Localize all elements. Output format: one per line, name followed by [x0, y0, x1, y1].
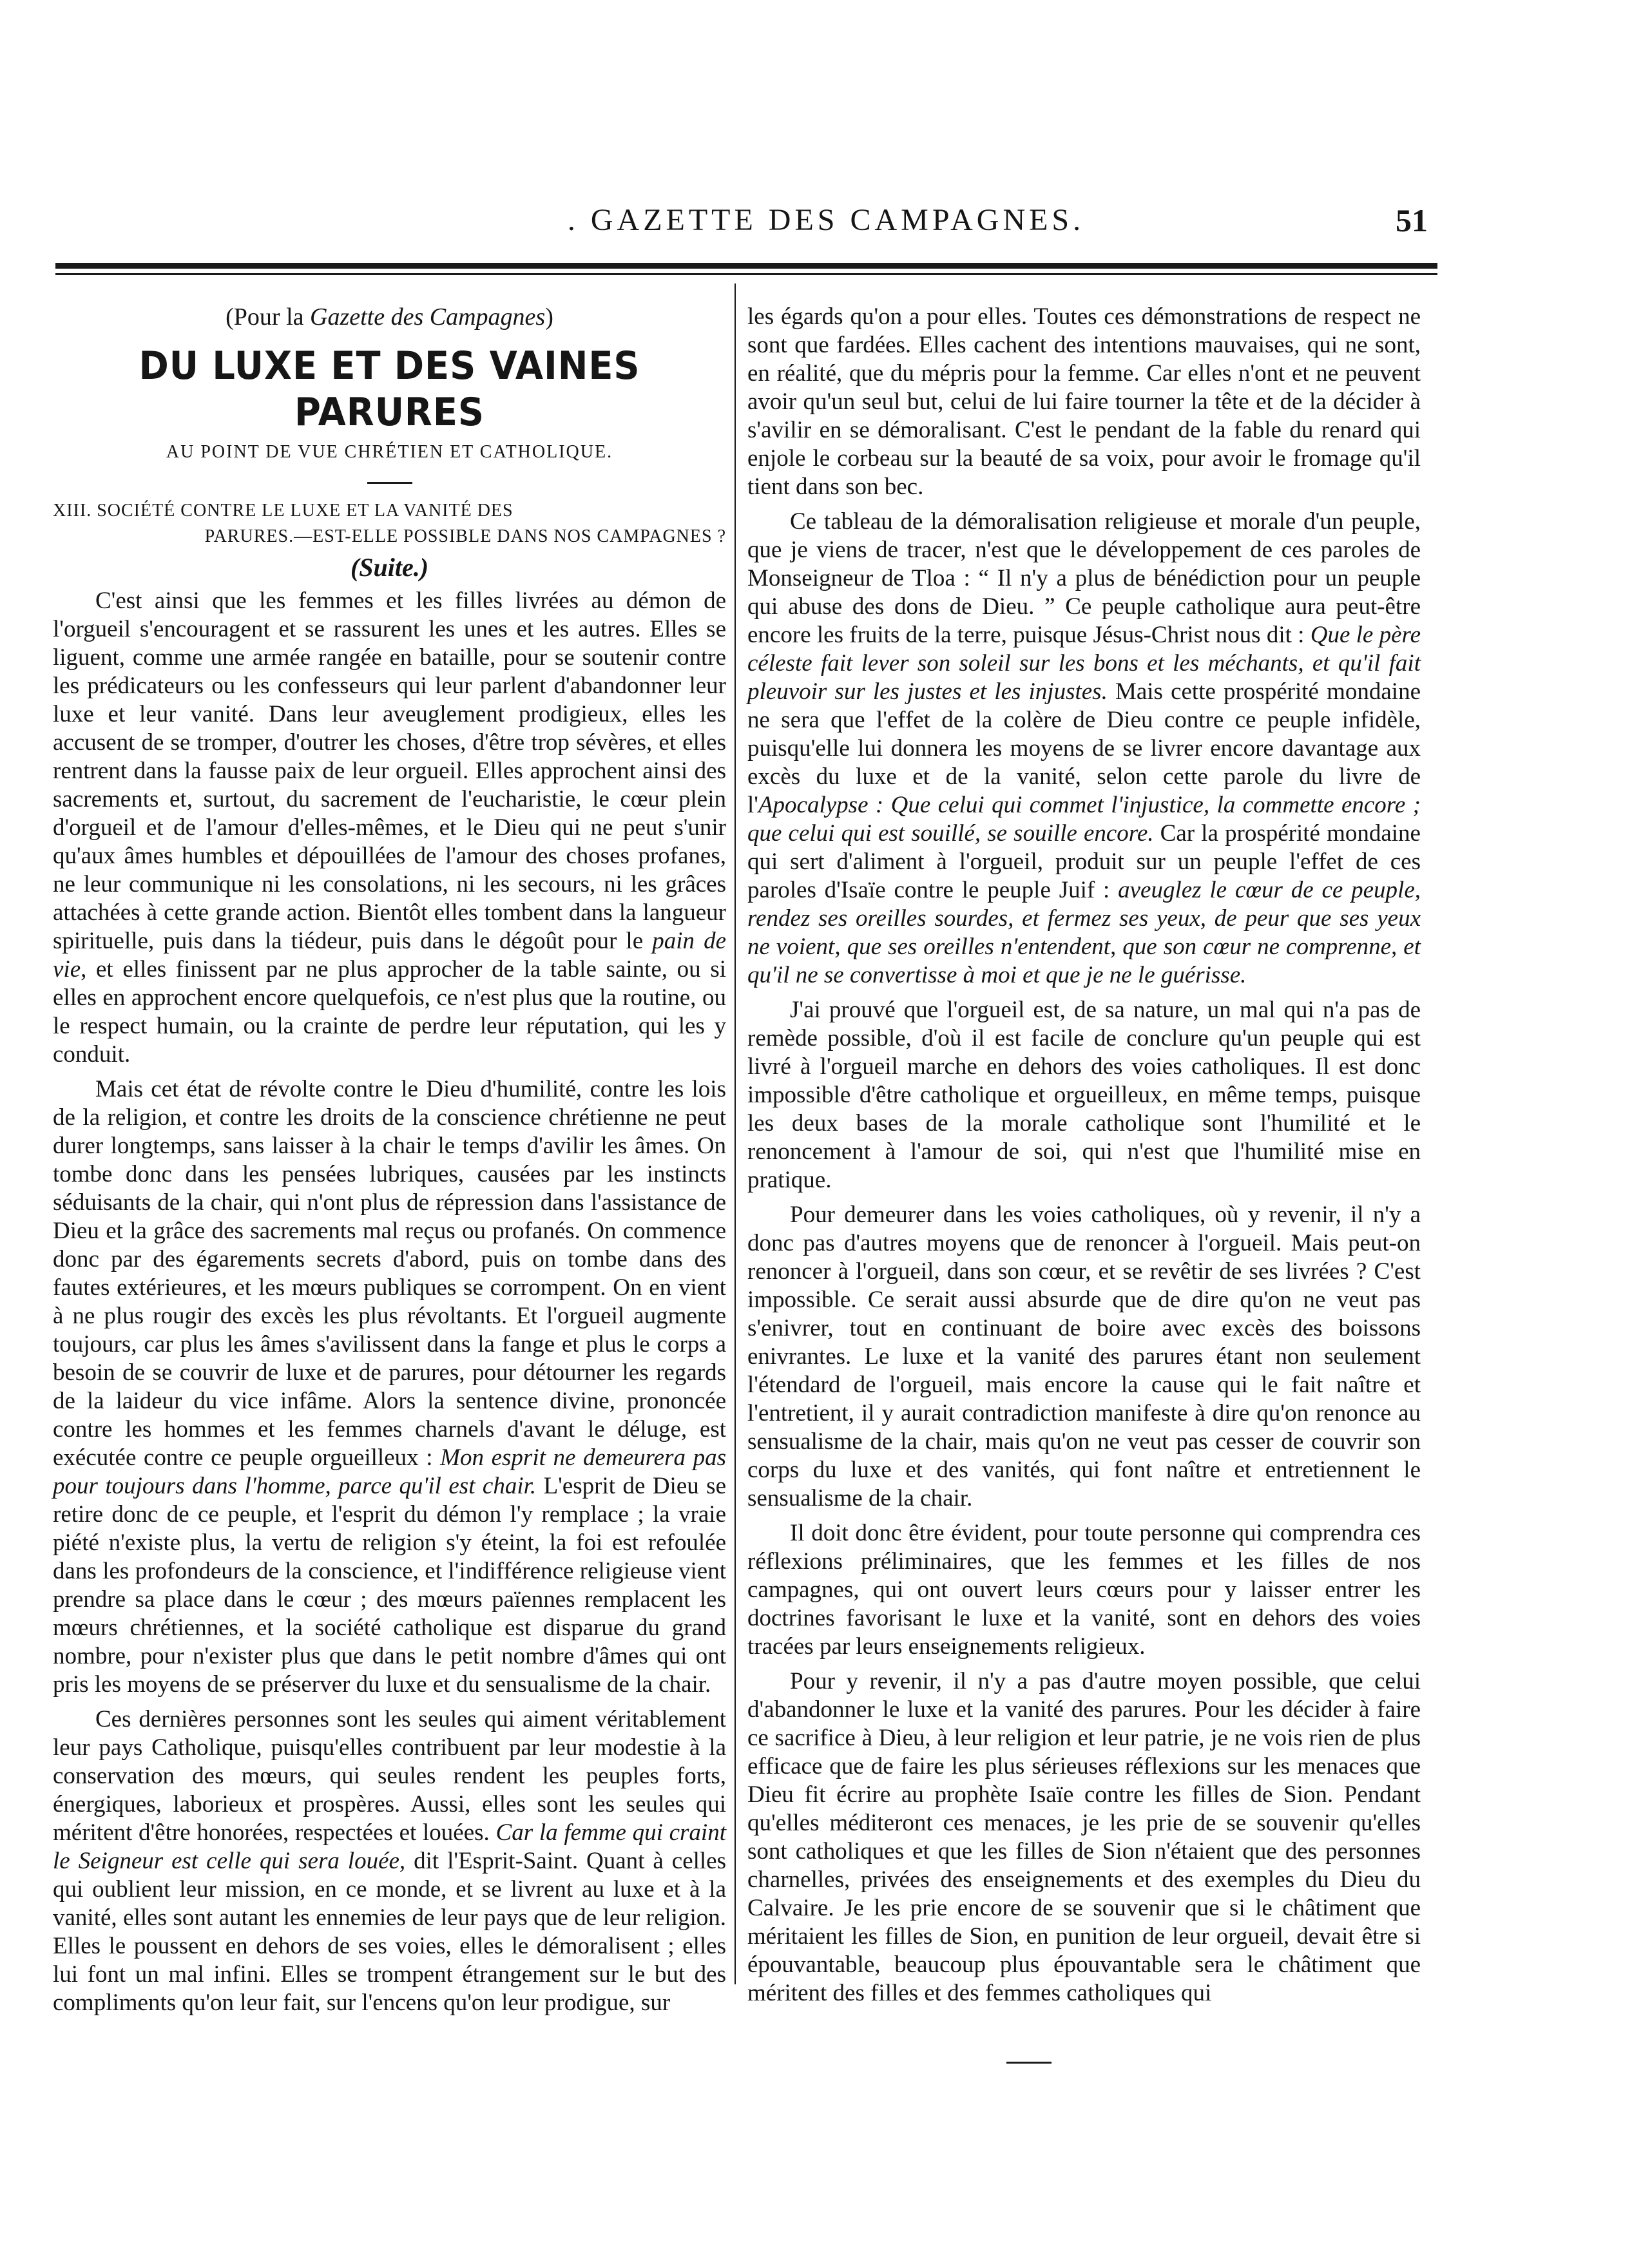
paragraph: Pour y revenir, il n'y a pas d'autre moyen possible, que celui d'abandonner le luxe et la vanité des parures. Pour les décider à faire ce sacrifice à Dieu, à leur religion et leur patrie, je ne vois rien de plus efficace que de faire les plus sérieuses réflexions sur les menaces que Dieu fit écrire au prophète Isaïe contre les filles de Sion. Pendant qu'elles méditeront ces menaces, je les prie de se souvenir qu'elles sont catholiques et que les filles de Sion n'étaient que des personnes charnelles, privées des enseignements et des exemples du Dieu du Calvaire. Je les prie encore de se souvenir que si le châtiment que méritaient les filles de Sion, en punition de leur orgueil, devait être si épouvantable, beaucoup plus épouvantable sera le châtiment que méritent des filles et des femmes catholiques qui: [747, 1668, 1421, 2006]
article-subheadline: AU POINT DE VUE CHRÉTIEN ET CATHOLIQUE.: [166, 442, 613, 462]
masthead-title: . GAZETTE DES CAMPAGNES.: [567, 203, 1085, 237]
column-divider: [735, 283, 736, 1984]
text-run: Mais cette prospérité mondaine ne sera que l'effet de la colère de Dieu contre ce peuple infidèle, puisqu'elle lui donnera les moyens de se livrer encore davantage aux excès du luxe et de la vanité, selon cette parole du livre de l': [747, 678, 1421, 818]
paragraph: [53, 1705, 726, 2017]
header-rule-thin: [55, 273, 1437, 275]
left-column: [53, 303, 726, 2024]
text-run: Car la prospérité mondaine qui sert d'aliment à l'orgueil, produit sur un peuple l'effet de ces paroles d'Isaïe contre le peuple Juif :: [747, 820, 1421, 903]
paragraph: Pour demeurer dans les voies catholiques, où y revenir, il n'y a donc pas d'autres moyens que de renoncer à l'orgueil. Mais peut-on renoncer à l'orgueil, dans son cœur, et se revêtir de ses livrées ? C'est impossible. Ce serait aussi absurde que de dire qu'on ne veut pas s'enivrer, tout en continuant de boire avec excès des boissons enivrantes. Le luxe et la vanité des parures étant non seulement l'étendard de l'orgueil, mais encore la cause qui le fait naître et l'entretient, il y aurait contradiction manifeste à dire qu'on renonce au sensualisme de la chair, mais qu'on ne veut pas cesser de couvrir son corps du luxe et des vanités, qui font naître et entretiennent le sensualisme de la chair.: [747, 1202, 1421, 1511]
suite-label: (Suite.): [350, 553, 429, 582]
italic-text: aveuglez le cœur de ce peuple, rendez ses oreilles sourdes, et fermez ses yeux, de peur que ses yeux ne voient, que ses oreilles n'entendent, que son cœur ne comprenne, et qu'il ne se convertisse à moi et que je ne le guérisse.: [747, 877, 1421, 988]
paragraph: [53, 587, 726, 1069]
italic-text: Car la femme qui craint le Seigneur est celle qui sera louée,: [53, 1819, 726, 1874]
paragraph: J'ai prouvé que l'orgueil est, de sa nature, un mal qui n'a pas de remède possible, d'où il est facile de conclure qu'un peuple qui est livré à l'orgueil marche en dehors des voies catholiques. Il est donc impossible d'être catholique et orgueilleux, en même temps, puisque les deux bases de la morale catholique sont l'humilité et le renoncement à l'amour de soi, qui n'est que l'humilité mise en pratique.: [747, 997, 1421, 1193]
article-source: [53, 303, 726, 331]
text-run: Ces dernières personnes sont les seules qui aiment véritablement leur pays Catholique, puisqu'elles contribuent par leur modestie à la conservation des mœurs, qui seules rendent les peuples forts, énergiques, laborieux et prospères. Aussi, elles sont les seules qui méritent d'être honorées, respectées et louées.: [53, 1706, 726, 1846]
source-prefix: (Pour la: [226, 303, 311, 331]
paragraph: Il doit donc être évident, pour toute personne qui comprendra ces réflexions préliminaires, que les femmes et les filles de nos campagnes, qui ont ouvert leurs cœurs pour y laisser entrer les doctrines favorisant le luxe et la vanité, sont en dehors des voies tracées par leurs enseignements religieux.: [747, 1520, 1421, 1660]
text-run: C'est ainsi que les femmes et les filles livrées au démon de l'orgueil s'encouragent et se rassurent les unes et les autres. Elles se liguent, comme une armée rangée en bataille, pour se soutenir contre les prédicateurs ou les confesseurs qui leur parlent d'abandonner leur luxe et leur vanité. Dans leur aveuglement prodigieux, elles les accusent de se tromper, d'outrer les choses, d'être trop sévères, et elles rentrent dans la fausse paix de leur orgueil. Elles approchent ainsi des sacrements et, surtout, du sacrement de l'eucharistie, le cœur plein d'orgueil et de l'amour d'elles-mêmes, et le Dieu qui ne peut s'unir qu'aux âmes humbles et dépouillées de l'amour des choses profanes, ne leur communique ni les consolations, ni les secours, ni les grâces attachées à cette grande action. Bientôt elles tombent dans la langueur spirituelle, puis dans la tiédeur, puis dans le dégoût pour le: [53, 588, 726, 954]
text-run: L'esprit de Dieu se retire donc de ce peuple, et l'esprit du démon l'y remplace ; la vraie piété n'existe plus, la vertu de religion s'y éteint, la foi est refoulée dans les profondeurs de la conscience, et l'indifférence religieuse vient prendre sa place dans le cœur ; des mœurs païennes remplacent les mœurs chrétiennes, et la société catholique est disparue du grand nombre, pour n'exister plus que dans le petit nombre d'âmes qui ont pris les moyens de se préserver du luxe et du sensualisme de la chair.: [53, 1473, 727, 1698]
end-mark: [1006, 2062, 1052, 2064]
text-run: Ce tableau de la démoralisation religieuse et morale d'un peuple, que je viens de tracer, n'est que le développement de ces paroles de Monseigneur de Tloa : “ Il n'y a plus de bénédiction pour un peuple qui abuse des dons de Dieu. ” Ce peuple catholique aura peut-être encore les fruits de la terre, puisque Jésus-Christ nous dit :: [747, 508, 1421, 648]
page-number: 51: [1396, 202, 1428, 238]
source-suffix: ): [545, 303, 553, 331]
paragraph: les égards qu'on a pour elles. Toutes ces démonstrations de respect ne sont que fardées. Elles cachent des intentions mauvaises, qui ne sont, en réalité, que du mépris pour la femme. Car elles n'ont et ne peuvent avoir qu'un seul but, celui de lui faire tourner la tête et de la décider à s'avilir en se démoralisant. C'est le pendant de la fable du renard qui enjole le corbeau sur la beauté de sa voix, pour avoir le fromage qu'il tient dans son bec.: [747, 303, 1421, 500]
chapter-line-2: PARURES.—EST-ELLE POSSIBLE DANS NOS CAMPAGNES ?: [204, 526, 726, 546]
section-rule: [367, 482, 412, 484]
text-run: Mais cet état de révolte contre le Dieu d'humilité, contre les lois de la religion, et contre les droits de la conscience chrétienne ne peut durer longtemps, sans laisser à la chair le temps d'avilir les âmes. On tombe donc dans les pensées lubriques, causées par les instincts séduisants de la chair, qui n'ont plus de répression dans l'assistance de Dieu et la grâce des sacrements mal reçus ou profanés. On commence donc par des égarements secrets d'abord, puis on tombe dans des fautes extérieures, et les mœurs publiques se corrompent. On en vient à ne plus rougir des excès les plus révoltants. Et l'orgueil augmente toujours, car plus les âmes s'avilissent dans la fange et plus le corps a besoin de se couvrir de luxe et de parures, pour détourner les regards de la laideur du vice infâme. Alors la sentence divine, prononcée contre les hommes et les femmes charnels d'avant le déluge, est exécutée contre ce peuple orgueilleux :: [53, 1076, 726, 1471]
italic-text: Apocalypse : Que celui qui commet l'injustice, la commette encore ; que celui qui est souillé, se souille encore.: [747, 792, 1421, 847]
chapter-heading: [53, 498, 726, 550]
text-run: , et elles finissent par ne plus approcher de la table sainte, ou si elles en approchent encore quelquefois, ce n'est plus que la routine, ou le respect humain, ou la crainte de perdre leur réputation, qui les y conduit.: [53, 956, 726, 1068]
right-column: [747, 303, 1421, 2014]
italic-text: Mon esprit ne demeurera pas pour toujours dans l'homme, parce qu'il est chair.: [53, 1444, 726, 1499]
italic-text: Que le père céleste fait lever son soleil sur les bons et les méchants, et qu'il fait pleuvoir sur les justes et les injustes.: [747, 622, 1421, 705]
chapter-line-1: XIII. SOCIÉTÉ CONTRE LE LUXE ET LA VANITÉ DES: [53, 501, 514, 521]
paragraph: [747, 508, 1421, 990]
header-rule-thick: [55, 263, 1437, 269]
paragraph: [53, 1075, 726, 1699]
source-publication: Gazette des Campagnes: [310, 303, 546, 331]
text-run: dit l'Esprit-Saint. Quant à celles qui oublient leur mission, en ce monde, et se livrent au luxe et à la vanité, elles sont autant les ennemies de leur pays que de leur religion. Elles le poussent en dehors de ses voies, elles le démoralisent ; elles lui font un mal infini. Elles se trompent étrangement sur le but des compliments qu'on leur fait, sur l'encens qu'on leur prodigue, sur: [53, 1848, 726, 2016]
article-headline: DU LUXE ET DES VAINES PARURES: [139, 343, 640, 435]
italic-text: pain de vie: [53, 928, 727, 983]
